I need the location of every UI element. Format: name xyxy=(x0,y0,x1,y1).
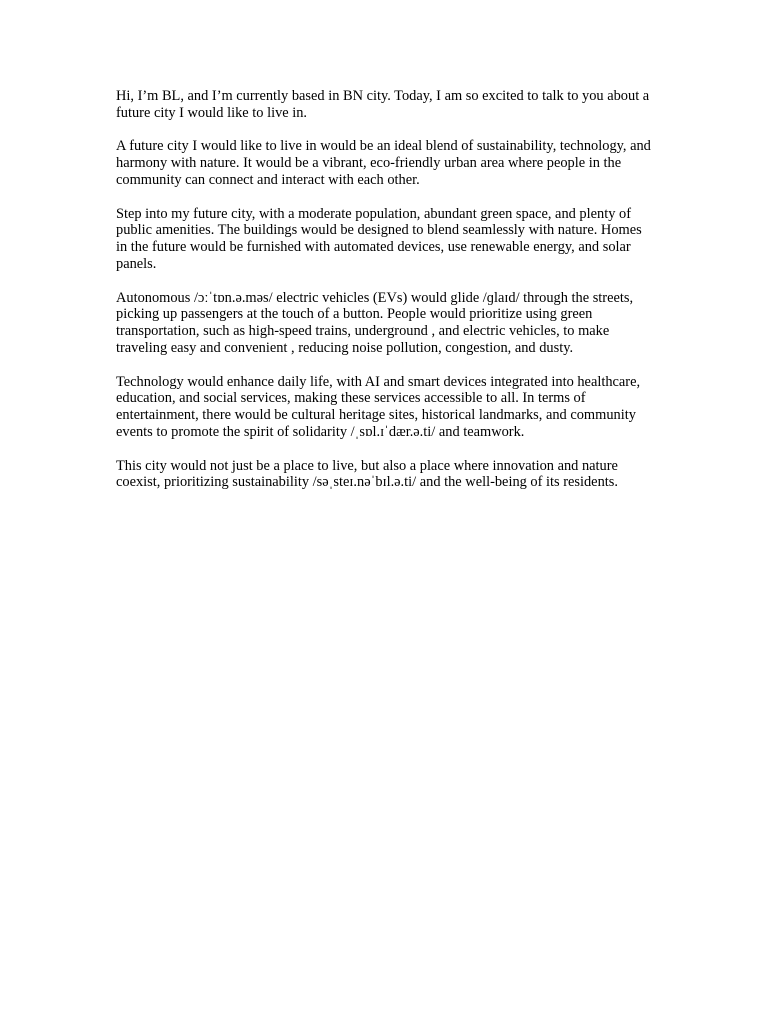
document-page xyxy=(116,88,656,508)
paragraph-green-space: Step into my future city, with a moderate population, abundant green space, and plenty of public amenities. The buildings would be designed to blend seamlessly with nature. Homes in the future would be furnished with automated devices, use renewable energy, and solar panels. xyxy=(116,205,642,272)
paragraph-technology: Technology would enhance daily life, with AI and smart devices integrated into healthcare, education, and social services, making these services accessible to all. In terms of entertainment, there would be cultural heritage sites, historical landmarks, and community events to promote the spirit of solidarity /ˌsɒl.ɪˈdær.ə.ti/ and teamwork. xyxy=(116,373,641,440)
paragraph-introduction: Hi, I’m BL, and I’m currently based in BN city. Today, I am so excited to talk to you about a future city I would like to live in. xyxy=(116,88,650,121)
paragraph-ideal-blend: A future city I would like to live in would be an ideal blend of sustainability, technology, and harmony with nature. It would be a vibrant, eco-friendly urban area where people in the community can connect and interact with each other. xyxy=(116,138,651,188)
paragraph-transportation: Autonomous /ɔːˈtɒn.ə.məs/ electric vehicles (EVs) would glide /ɡlaɪd/ through the streets, picking up passengers at the touch of a button. People would prioritize using green transportation, such as high-speed trains, underground , and electric vehicles, to make traveling easy and convenient , reducing noise pollution, congestion, and dusty. xyxy=(116,289,634,356)
paragraph-conclusion: This city would not just be a place to live, but also a place where innovation and nature coexist, prioritizing sustainability /səˌsteɪ.nəˈbɪl.ə.ti/ and the well-being of its residents. xyxy=(116,457,618,491)
